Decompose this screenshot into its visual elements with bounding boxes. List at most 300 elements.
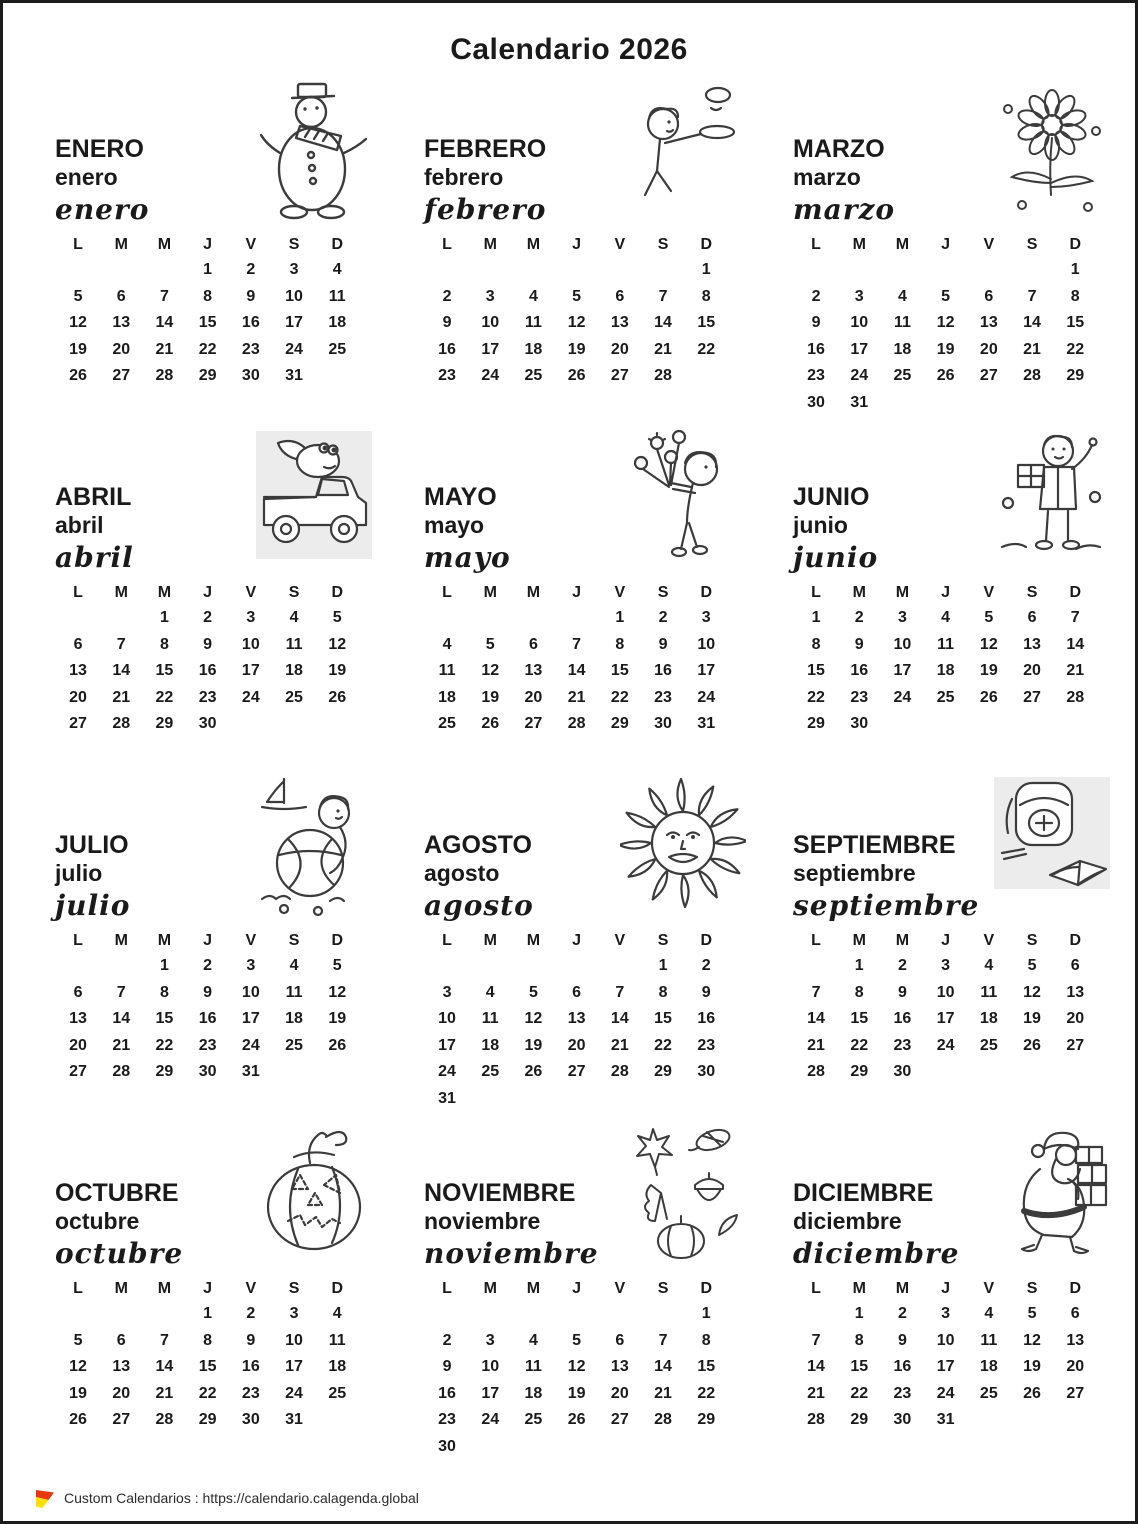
weekday-header: D [700, 584, 712, 601]
day-cell: 31 [936, 1411, 955, 1428]
month-calendar [794, 931, 1096, 1086]
day-cell: 18 [285, 1010, 303, 1027]
calendar-week-row [56, 363, 358, 390]
day-cell: 15 [807, 662, 825, 679]
day-cell-empty [469, 1301, 512, 1328]
calendar-week-row [794, 1328, 1096, 1355]
day-cell: 24 [893, 688, 912, 706]
day-cell-empty [143, 257, 186, 284]
weekday-header-row [425, 931, 727, 953]
day-cell-empty [794, 257, 837, 284]
weekday-header: D [700, 236, 712, 253]
calendar-week-row [425, 1086, 727, 1113]
weekday-header: L [73, 1280, 83, 1297]
day-cell: 1 [1070, 261, 1080, 278]
month-name-lowercase: abril [55, 512, 104, 539]
day-cell: 18 [524, 340, 543, 358]
day-cell-empty [598, 953, 641, 980]
day-cell-empty [425, 953, 468, 980]
day-cell: 7 [159, 287, 169, 305]
day-cell-empty [598, 1086, 641, 1113]
day-cell: 6 [1070, 957, 1080, 974]
day-cell: 1 [203, 1305, 213, 1322]
month-name-uppercase: NOVIEMBRE [424, 1179, 576, 1208]
day-cell: 19 [328, 1010, 347, 1027]
calendar-week-row [794, 1301, 1096, 1328]
weekday-header: M [852, 236, 866, 253]
day-cell: 15 [198, 314, 217, 331]
day-cell: 22 [697, 340, 716, 358]
day-cell: 22 [807, 688, 825, 706]
weekday-header: V [614, 1280, 626, 1297]
weekday-header: D [1069, 1280, 1081, 1297]
month-calendar [425, 931, 727, 1112]
day-cell: 23 [893, 1384, 912, 1402]
day-cell: 19 [328, 662, 347, 679]
day-cell: 21 [155, 340, 174, 358]
day-cell: 1 [854, 957, 864, 974]
day-cell: 11 [980, 1331, 998, 1349]
weekday-header: M [114, 932, 128, 949]
day-cell: 22 [850, 1384, 869, 1402]
day-cell: 8 [159, 635, 169, 653]
weekday-header: J [572, 236, 582, 253]
month-name-uppercase: SEPTIEMBRE [793, 831, 956, 860]
weekday-header: S [1026, 584, 1038, 601]
day-cell: 30 [198, 715, 217, 732]
weekday-header: L [73, 236, 83, 253]
day-cell-empty [881, 711, 924, 738]
day-cell: 30 [697, 1063, 716, 1080]
day-cell: 15 [850, 1358, 869, 1375]
day-cell-empty [555, 605, 598, 632]
day-cell: 15 [697, 314, 716, 331]
weekday-header: D [1069, 932, 1081, 949]
day-cell: 11 [937, 635, 955, 653]
calendar-week-row [425, 1059, 727, 1086]
calendar-week-row [425, 257, 727, 284]
day-cell: 9 [246, 1331, 256, 1349]
weekday-header: V [983, 584, 995, 601]
day-cell-empty [967, 390, 1010, 417]
day-cell: 19 [481, 688, 500, 706]
day-cell-empty [229, 711, 272, 738]
day-cell: 6 [984, 287, 994, 305]
day-cell-empty [641, 257, 684, 284]
day-cell: 6 [116, 1331, 126, 1349]
day-cell: 3 [442, 983, 452, 1001]
month-block-enero [43, 79, 379, 427]
day-cell: 21 [155, 1384, 174, 1402]
day-cell: 11 [893, 314, 911, 331]
day-cell: 17 [241, 662, 260, 679]
day-cell: 19 [979, 662, 998, 679]
day-cell: 25 [524, 1411, 543, 1428]
day-cell: 2 [897, 957, 907, 974]
day-cell-empty [685, 1434, 728, 1461]
month-names [793, 1178, 960, 1271]
weekday-header: L [442, 932, 452, 949]
weekday-header: S [657, 584, 669, 601]
day-cell: 19 [69, 340, 87, 358]
day-cell-empty [143, 1301, 186, 1328]
day-cell: 5 [528, 983, 538, 1001]
day-cell: 18 [979, 1010, 998, 1027]
month-name-uppercase: OCTUBRE [55, 1179, 179, 1208]
month-block-septiembre [781, 775, 1117, 1123]
day-cell: 6 [615, 287, 625, 305]
weekday-header: L [442, 584, 452, 601]
day-cell: 30 [241, 367, 260, 384]
day-cell: 3 [246, 609, 256, 626]
day-cell-empty [641, 1086, 684, 1113]
calendar-week-row [425, 284, 727, 311]
day-cell: 17 [481, 340, 500, 358]
day-cell: 16 [807, 340, 825, 358]
page-title: Calendario 2026 [450, 33, 688, 66]
day-cell: 21 [807, 1384, 825, 1402]
day-cell: 14 [807, 1010, 825, 1027]
day-cell: 3 [289, 1305, 299, 1322]
months-grid [43, 79, 1117, 1471]
month-names [55, 1178, 183, 1271]
calendar-week-row [425, 711, 727, 738]
day-cell: 22 [155, 1036, 174, 1054]
calendar-week-row [56, 1407, 358, 1434]
day-cell: 23 [438, 1411, 456, 1428]
weekday-header: D [331, 1280, 343, 1297]
day-cell: 23 [241, 1384, 260, 1402]
day-cell: 3 [246, 957, 256, 974]
day-cell: 21 [1066, 662, 1085, 679]
weekday-header: M [895, 236, 910, 253]
day-cell-empty [1010, 257, 1053, 284]
weekday-header: L [811, 1280, 821, 1297]
day-cell: 20 [1066, 1010, 1085, 1027]
day-cell-empty [100, 1301, 143, 1328]
day-cell: 10 [241, 635, 260, 653]
calendar-week-row [425, 1407, 727, 1434]
day-cell: 25 [524, 367, 543, 384]
month-calendar [56, 1279, 358, 1434]
day-cell: 20 [610, 340, 629, 358]
calendar-week-row [425, 1354, 727, 1381]
month-calendar [56, 931, 358, 1086]
day-cell: 5 [572, 1331, 582, 1349]
weekday-header: M [526, 236, 541, 253]
month-name-cursive: junio [793, 541, 879, 574]
day-cell-empty [1010, 1407, 1053, 1434]
day-cell: 27 [524, 715, 543, 732]
day-cell-empty [1054, 711, 1097, 738]
day-cell: 26 [69, 1411, 87, 1428]
day-cell: 16 [893, 1010, 912, 1027]
month-calendar [794, 235, 1096, 416]
calendar-week-row [794, 390, 1096, 417]
month-name-cursive: febrero [424, 193, 547, 226]
day-cell: 7 [1027, 287, 1037, 305]
calendar-week-row [794, 310, 1096, 337]
calendar-week-row [794, 1354, 1096, 1381]
day-cell: 8 [658, 983, 668, 1001]
weekday-header: J [203, 236, 213, 253]
day-cell: 19 [524, 1036, 543, 1054]
footer-text: Custom Calendarios : https://calendario.calagenda.global [64, 1490, 419, 1506]
day-cell: 17 [481, 1384, 500, 1402]
day-cell: 14 [112, 662, 131, 679]
weekday-header: L [442, 1280, 452, 1297]
day-cell: 2 [811, 287, 821, 305]
day-cell: 29 [155, 715, 174, 732]
day-cell: 8 [159, 983, 169, 1001]
day-cell: 1 [658, 957, 668, 974]
month-header [43, 1123, 379, 1275]
day-cell-empty [425, 257, 468, 284]
month-name-lowercase: febrero [424, 164, 504, 191]
day-cell: 28 [112, 715, 131, 732]
weekday-header-row [425, 235, 727, 257]
day-cell: 10 [285, 1331, 303, 1349]
day-cell: 3 [854, 287, 864, 305]
day-cell: 26 [1023, 1384, 1041, 1402]
day-cell: 8 [811, 635, 821, 653]
day-cell: 23 [438, 367, 456, 384]
calendar-week-row [425, 632, 727, 659]
day-cell: 2 [442, 1331, 452, 1349]
day-cell: 12 [328, 983, 347, 1001]
day-cell: 29 [654, 1063, 672, 1080]
day-cell: 14 [112, 1010, 131, 1027]
day-cell: 30 [850, 715, 869, 732]
month-names [424, 830, 534, 923]
day-cell: 12 [69, 1358, 87, 1375]
day-cell: 6 [73, 635, 83, 653]
day-cell: 6 [572, 983, 582, 1001]
day-cell: 27 [610, 1411, 629, 1428]
month-name-cursive: abril [55, 541, 134, 574]
day-cell: 9 [811, 314, 821, 331]
day-cell: 14 [1066, 635, 1085, 653]
day-cell-empty [598, 1301, 641, 1328]
child-with-beachball-icon [251, 775, 377, 925]
day-cell: 21 [112, 688, 131, 706]
day-cell: 18 [979, 1358, 998, 1375]
day-cell-empty [56, 257, 99, 284]
day-cell: 4 [984, 957, 994, 974]
weekday-header-row [56, 583, 358, 605]
day-cell-empty [641, 1301, 684, 1328]
day-cell: 19 [1023, 1010, 1041, 1027]
day-cell: 10 [438, 1010, 456, 1027]
calendar-week-row [56, 658, 358, 685]
calendar-week-row [56, 953, 358, 980]
month-names [55, 482, 134, 575]
day-cell: 1 [203, 261, 213, 278]
month-header [781, 427, 1117, 579]
day-cell: 7 [116, 983, 126, 1001]
day-cell: 24 [850, 367, 869, 384]
day-cell: 29 [850, 1063, 869, 1080]
weekday-header: L [73, 584, 83, 601]
day-cell: 26 [936, 367, 955, 384]
month-names [424, 1178, 599, 1271]
day-cell-empty [555, 1301, 598, 1328]
calendar-week-row [56, 1381, 358, 1408]
day-cell: 17 [438, 1036, 456, 1054]
day-cell: 29 [807, 715, 825, 732]
day-cell: 11 [285, 635, 303, 653]
weekday-header: D [1069, 236, 1081, 253]
calendar-week-row [794, 632, 1096, 659]
day-cell: 1 [811, 609, 821, 626]
day-cell: 16 [654, 662, 672, 679]
day-cell: 4 [485, 983, 495, 1001]
day-cell: 25 [285, 1036, 303, 1054]
month-name-cursive: agosto [424, 889, 534, 922]
weekday-header: J [941, 1280, 951, 1297]
day-cell: 22 [155, 688, 174, 706]
weekday-header: M [895, 1280, 910, 1297]
month-calendar [425, 1279, 727, 1460]
day-cell: 3 [941, 957, 951, 974]
day-cell-empty [100, 953, 143, 980]
day-cell-empty [425, 1301, 468, 1328]
day-cell: 16 [438, 1384, 456, 1402]
day-cell: 20 [1023, 662, 1041, 679]
day-cell: 12 [1023, 1331, 1041, 1349]
day-cell: 7 [159, 1331, 169, 1349]
month-name-uppercase: ABRIL [55, 483, 132, 512]
weekday-header: V [983, 236, 995, 253]
day-cell: 7 [116, 635, 126, 653]
day-cell-empty [56, 953, 99, 980]
day-cell-empty [469, 257, 512, 284]
month-name-lowercase: mayo [424, 512, 485, 539]
day-cell: 26 [69, 367, 87, 384]
day-cell: 22 [198, 1384, 217, 1402]
day-cell: 17 [936, 1010, 955, 1027]
weekday-header: D [331, 584, 343, 601]
day-cell: 13 [112, 1358, 131, 1375]
day-cell: 2 [246, 261, 256, 278]
weekday-header: J [941, 932, 951, 949]
day-cell: 5 [332, 957, 342, 974]
month-name-lowercase: marzo [793, 164, 861, 191]
calendar-week-row [425, 1006, 727, 1033]
day-cell: 30 [807, 393, 825, 411]
day-cell: 18 [936, 662, 955, 679]
day-cell: 22 [654, 1036, 672, 1054]
day-cell: 5 [1027, 1305, 1037, 1322]
day-cell-empty [100, 605, 143, 632]
day-cell: 8 [701, 287, 711, 305]
calendar-week-row [794, 658, 1096, 685]
day-cell: 12 [328, 635, 347, 653]
calendar-week-row [794, 257, 1096, 284]
weekday-header: S [288, 584, 300, 601]
weekday-header: M [157, 584, 172, 601]
month-names [424, 134, 546, 227]
day-cell: 16 [438, 340, 456, 358]
month-name-lowercase: octubre [55, 1208, 140, 1235]
day-cell: 4 [941, 609, 951, 626]
day-cell-empty [967, 257, 1010, 284]
calendar-week-row [56, 310, 358, 337]
calendar-week-row [794, 685, 1096, 712]
day-cell: 1 [159, 609, 169, 626]
day-cell: 10 [893, 635, 912, 653]
day-cell: 24 [285, 340, 303, 358]
day-cell: 10 [241, 983, 260, 1001]
day-cell: 14 [610, 1010, 629, 1027]
day-cell: 10 [936, 983, 955, 1001]
month-names [793, 482, 878, 575]
weekday-header: M [852, 584, 866, 601]
weekday-header-row [794, 583, 1096, 605]
month-name-uppercase: MAYO [424, 483, 497, 512]
day-cell: 28 [1023, 367, 1041, 384]
day-cell: 31 [241, 1063, 260, 1080]
sun-face-icon [620, 775, 746, 925]
day-cell: 20 [112, 340, 131, 358]
day-cell: 6 [1070, 1305, 1080, 1322]
day-cell: 23 [807, 367, 825, 384]
calendar-week-row [56, 1033, 358, 1060]
month-header [43, 79, 379, 231]
month-calendar [794, 583, 1096, 738]
day-cell: 23 [893, 1036, 912, 1054]
day-cell: 28 [155, 367, 174, 384]
calendar-week-row [56, 685, 358, 712]
month-block-junio [781, 427, 1117, 775]
backpack-book-icon [989, 775, 1115, 925]
day-cell: 21 [610, 1036, 629, 1054]
day-cell: 12 [567, 1358, 586, 1375]
santa-claus-icon [989, 1123, 1115, 1273]
month-name-cursive: marzo [793, 193, 896, 226]
day-cell-empty [924, 1059, 967, 1086]
calagenda-logo-icon [33, 1487, 55, 1509]
month-name-cursive: diciembre [793, 1237, 960, 1270]
weekday-header: M [483, 236, 497, 253]
day-cell: 25 [893, 367, 912, 384]
day-cell: 8 [1070, 287, 1080, 305]
day-cell-empty [100, 257, 143, 284]
day-cell: 29 [198, 1411, 217, 1428]
day-cell: 2 [203, 609, 213, 626]
day-cell: 9 [854, 635, 864, 653]
day-cell: 25 [328, 1384, 347, 1402]
day-cell: 4 [528, 1331, 538, 1349]
weekday-header: L [811, 236, 821, 253]
day-cell: 24 [241, 1036, 260, 1054]
day-cell: 13 [1066, 983, 1085, 1001]
weekday-header: M [483, 1280, 497, 1297]
day-cell: 30 [893, 1411, 912, 1428]
weekday-header: M [483, 584, 497, 601]
day-cell: 4 [528, 287, 538, 305]
month-name-uppercase: MARZO [793, 135, 885, 164]
calendar-week-row [56, 980, 358, 1007]
month-header [412, 775, 748, 927]
calendar-week-row [56, 1006, 358, 1033]
day-cell: 24 [697, 688, 716, 706]
month-calendar [425, 235, 727, 390]
day-cell: 12 [936, 314, 955, 331]
weekday-header: M [852, 1280, 866, 1297]
day-cell: 7 [1070, 609, 1080, 626]
day-cell: 26 [524, 1063, 543, 1080]
